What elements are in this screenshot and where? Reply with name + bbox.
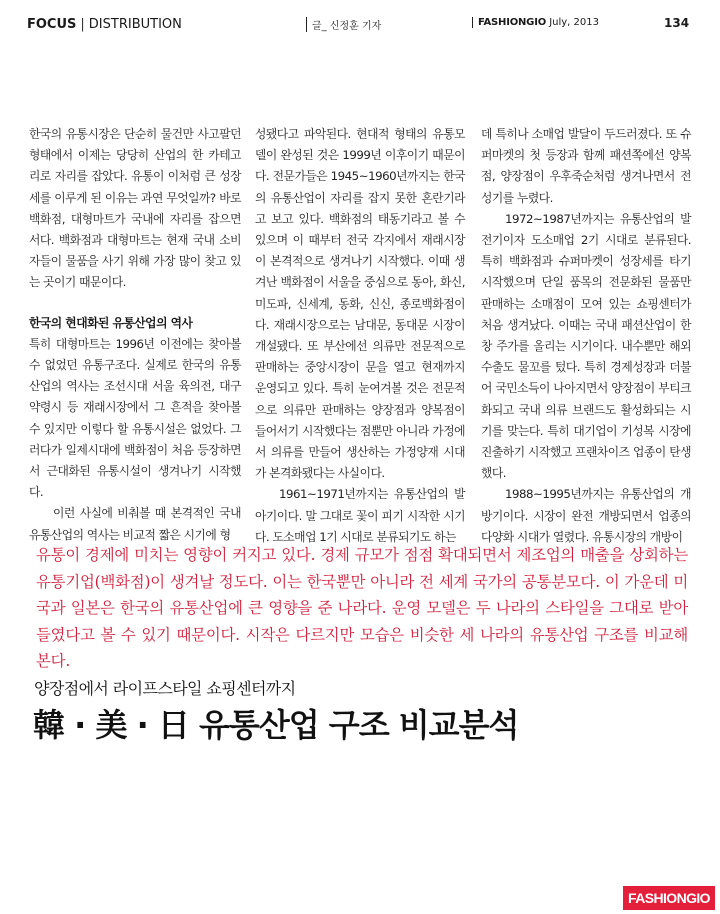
- issue-date: July, 2013: [549, 17, 599, 28]
- section-label: [27, 17, 182, 32]
- text-column-1: [29, 124, 241, 546]
- body-paragraph: 이런 사실에 비춰볼 때 본격적인 국내 유통산업의 역사는 비교적 짧은 시기에 형: [29, 506, 241, 542]
- lede-paragraph: 유통이 경제에 미치는 영향이 커지고 있다. 경제 규모가 점점 확대되면서 제조업의 매출을 상회하는 유통기업(백화점)이 생겨날 정도다. 이는 한국뿐만 아니라 전 세계 국가의 공통분모다. 이 가운데 미국과 일본은 한국의 유통산업에 큰 영향을 준 나라다. 운영 모델은 두 나라의 스타일을 그대로 받아들였다고 볼 수 있기 때문이다. 시작은 다르지만 모습은 비슷한 세 나라의 유통산업 구조를 비교해 본다.: [36, 546, 688, 671]
- section-divider: |: [80, 17, 85, 32]
- body-paragraph: 1961~1971년까지는 유통산업의 발아기이다. 말 그대로 꽃이 피기 시작한 시기다. 도소매업 1기 시대로 분류되기도 하는: [255, 487, 465, 544]
- body-paragraph: 1988~1995년까지는 유통산업의 개방기이다. 시장이 완전 개방되면서 업종의 다양화 시대가 열렸다. 유통시장의 개방이: [481, 487, 691, 544]
- body-paragraph: 특히 대형마트는 1996년 이전에는 찾아볼 수 없었던 유통구조다. 실제로 한국의 유통산업의 역사는 조선시대 서울 육의전, 대구 약령시 등 재래시장에서 그 흔적을 찾아볼 수 있지만 이렇다 할 유통시설은 없었다. 그러다가 일제시대에 백화점이 처음 등장하면서 근대화된 유통시설이 생겨나기 시작했다.: [29, 336, 241, 500]
- subsection-name: DISTRIBUTION: [88, 17, 182, 32]
- body-paragraph: 성됐다고 파악된다. 현대적 형태의 유통모델이 완성된 것은 1999년 이후이기 때문이다. 전문가들은 1945~1960년까지는 한국의 유통산업이 자리를 잡지 못한 혼란기라고 보고 있다. 백화점의 태동기라고 볼 수 있으며 이 때부터 전국 각지에서 재래시장이 본격적으로 생겨나기 시작했다. 이때 생겨난 백화점이 서울을 중심으로 동아, 화신, 미도파, 신세계, 동화, 신신, 종로백화점이다. 재래시장으로는 남대문, 동대문 시장이 개설됐다. 또 부산에선 의류만 전문적으로 판매하는 중앙시장이 문을 열고 현재까지 운영되고 있다. 특히 눈여겨볼 것은 전문적으로 의류만 판매하는 양장점과 양복점이 들어서기 시작했다는 점뿐만 아니라 가정에서 의류를 만들어 생산하는 가정양재 시대가 본격화됐다는 사실이다.: [255, 127, 465, 481]
- magazine-issue: [472, 17, 599, 28]
- text-column-3: [481, 124, 691, 548]
- body-paragraph: 한국의 유통시장은 단순히 물건만 사고팔던 형태에서 이제는 당당히 산업의 한 카테고리로 자리를 잡았다. 유통이 이처럼 큰 성장세를 이루게 된 이유는 과연 무엇일까? 바로 백화점, 대형마트가 국내에 자리를 잡으면서다. 백화점과 대형마트는 현재 국내 소비자들이 물품을 사기 위해 가장 많이 찾고 있는 곳이기 때문이다.: [29, 127, 241, 290]
- body-paragraph: 데 특히나 소매업 발달이 두드러졌다. 또 슈퍼마켓의 첫 등장과 함께 패션쪽에선 양복점, 양장점이 우후죽순처럼 생겨나면서 전성기를 누렸다.: [481, 127, 691, 205]
- magazine-name: FASHIONGIO: [478, 17, 547, 28]
- article-subtitle: 양장점에서 라이프스타일 쇼핑센터까지: [34, 679, 296, 698]
- text-column-2: [255, 124, 465, 548]
- body-paragraph: 1972~1987년까지는 유통산업의 발전기이자 도소매업 2기 시대로 분류된다. 특히 백화점과 슈퍼마켓이 성장세를 타기 시작했으며 단일 품목의 전문화된 물품만 판매하는 소매점이 모여 있는 쇼핑센터가 처음 생겨났다. 이때는 국내 패션산업이 한창 주가를 올리는 시기이다. 내수뿐만 해외수출도 물꼬를 텄다. 특히 경제성장과 더불어 국민소득이 나아지면서 양장점이 부티크화되고 국내 의류 브랜드도 활성화되는 시기를 맞는다. 특히 대기업이 기성복 시장에 진출하기 시작했고 프랜차이즈 업종이 탄생했다.: [481, 211, 691, 481]
- page-number: 134: [664, 16, 690, 30]
- author-credit: 글_ 신정훈 기자: [306, 17, 381, 32]
- page-header: [0, 0, 720, 40]
- magazine-logo: FASHIONGIO: [623, 886, 715, 910]
- section-name: FOCUS: [27, 17, 77, 32]
- article-title: 韓 · 美 · 日 유통산업 구조 비교분석: [33, 706, 519, 744]
- section-heading: 한국의 현대화된 유통산업의 역사: [29, 315, 193, 330]
